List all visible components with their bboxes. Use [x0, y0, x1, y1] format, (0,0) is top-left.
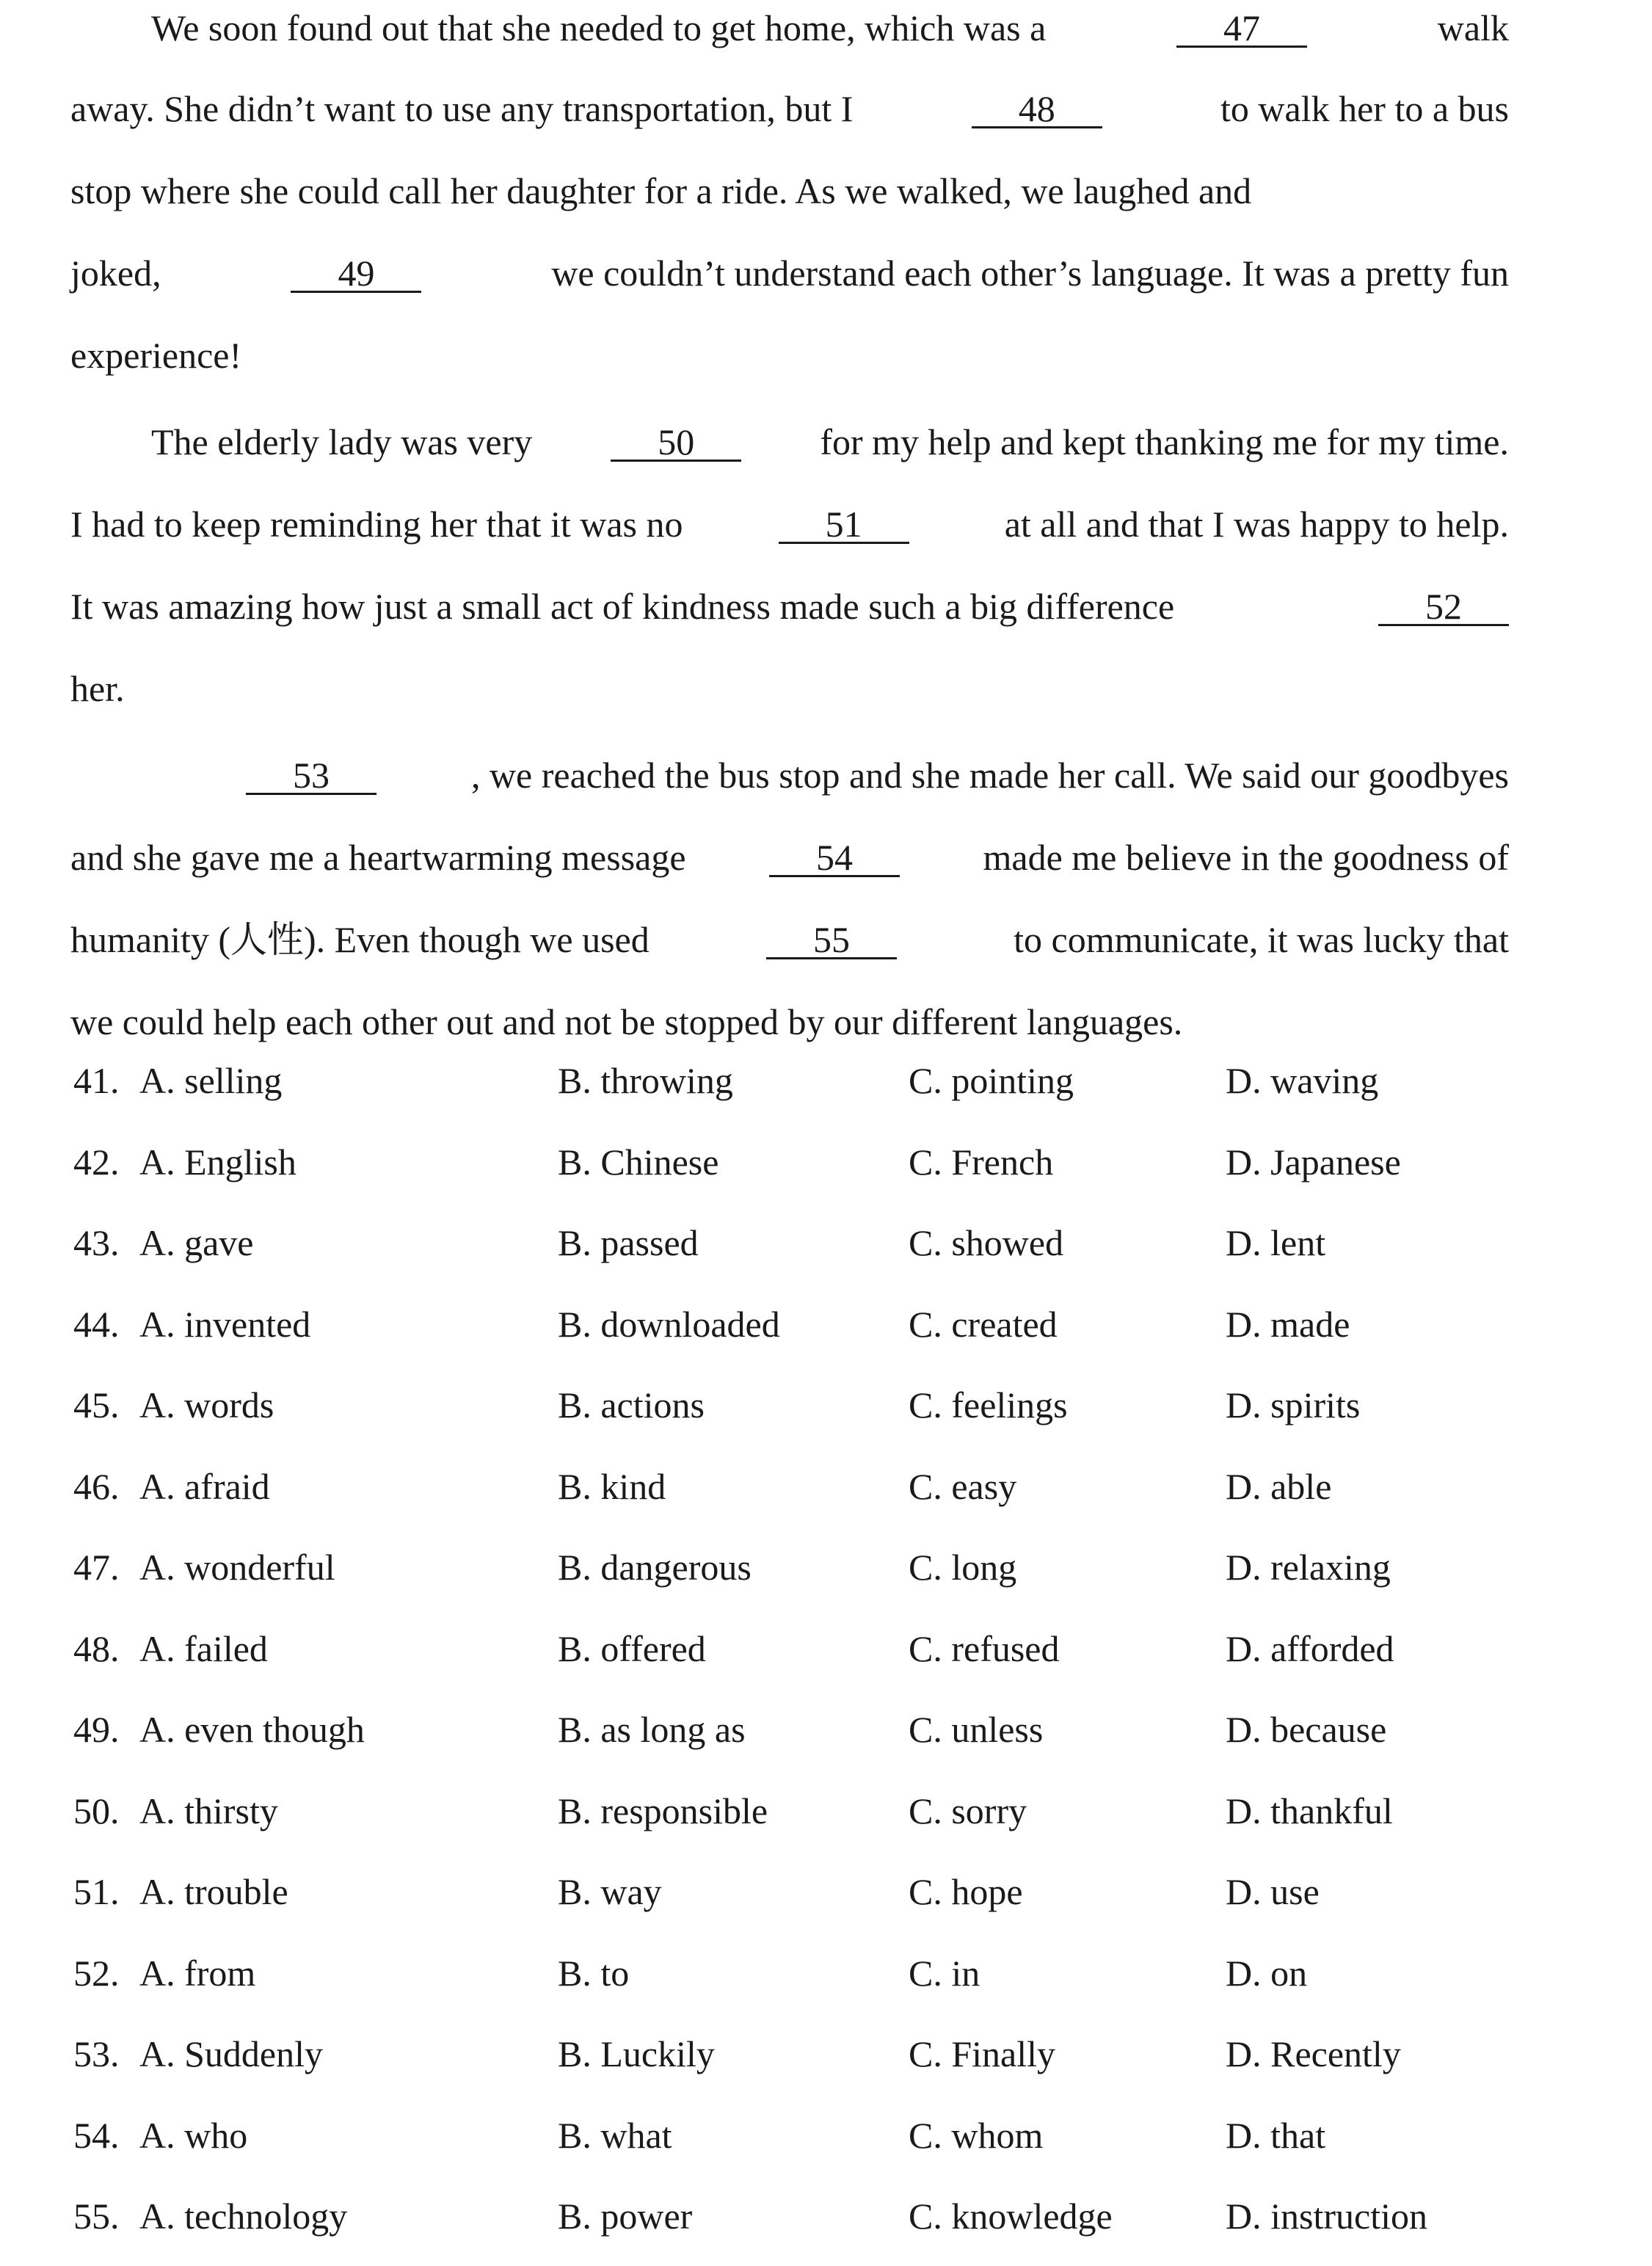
- passage-line: [70, 916, 1509, 963]
- passage-line: [70, 583, 1509, 630]
- passage-line: [70, 167, 1509, 214]
- passage-text: we couldn’t understand each other’s language. It was a pretty fun: [551, 253, 1509, 294]
- option-d[interactable]: D. spirits: [1226, 1384, 1361, 1426]
- question-number: 44.: [73, 1304, 120, 1345]
- question-number: 55.: [73, 2196, 120, 2237]
- passage-line: [151, 418, 1509, 465]
- passage-text: made me believe in the goodness of: [983, 837, 1509, 878]
- option-c[interactable]: C. created: [909, 1304, 1058, 1345]
- option-c[interactable]: C. hope: [909, 1871, 1023, 1912]
- option-a[interactable]: A. Suddenly: [139, 2033, 323, 2074]
- question-number: 51.: [73, 1871, 120, 1912]
- question-options-row: [73, 1057, 1578, 1130]
- passage-text: The elderly lady was very: [151, 421, 533, 462]
- answer-blank: 49: [291, 255, 421, 293]
- question-number: 48.: [73, 1628, 120, 1669]
- option-a[interactable]: A. invented: [139, 1304, 311, 1345]
- option-a[interactable]: A. afraid: [139, 1466, 270, 1507]
- option-d[interactable]: D. thankful: [1226, 1790, 1393, 1831]
- passage-text: stop where she could call her daughter for a ride. As we walked, we laughed and: [70, 170, 1252, 211]
- question-number: 50.: [73, 1790, 120, 1831]
- passage-text: at all and that I was happy to help.: [1004, 504, 1509, 545]
- option-b[interactable]: B. downloaded: [558, 1304, 780, 1345]
- option-c[interactable]: C. knowledge: [909, 2196, 1113, 2237]
- option-c[interactable]: C. sorry: [909, 1790, 1027, 1831]
- question-options-row: [73, 2112, 1578, 2185]
- question-number: 45.: [73, 1384, 120, 1426]
- option-d[interactable]: D. that: [1226, 2115, 1326, 2156]
- option-b[interactable]: B. what: [558, 2115, 672, 2156]
- passage-text: It was amazing how just a small act of kindness made such a big difference: [70, 586, 1175, 627]
- option-d[interactable]: D. afforded: [1226, 1628, 1394, 1669]
- option-b[interactable]: B. throwing: [558, 1060, 733, 1101]
- passage-text: walk: [1437, 7, 1509, 48]
- option-b[interactable]: B. as long as: [558, 1709, 746, 1750]
- passage-text: to communicate, it was lucky that: [1014, 919, 1509, 960]
- option-a[interactable]: A. technology: [139, 2196, 348, 2237]
- answer-blank: 55: [766, 922, 897, 959]
- option-d[interactable]: D. on: [1226, 1953, 1308, 1994]
- passage-line: [70, 332, 1509, 379]
- question-options-row: [73, 1381, 1578, 1455]
- question-number: 52.: [73, 1953, 120, 1994]
- option-d[interactable]: D. made: [1226, 1304, 1350, 1345]
- answer-blank: 50: [611, 424, 741, 462]
- question-number: 41.: [73, 1060, 120, 1101]
- passage-text: away. She didn’t want to use any transportation, but I: [70, 88, 854, 129]
- passage-line: [70, 998, 1509, 1045]
- option-a[interactable]: A. failed: [139, 1628, 268, 1669]
- passage-line: [70, 501, 1509, 548]
- option-b[interactable]: B. to: [558, 1953, 630, 1994]
- option-a[interactable]: A. even though: [139, 1709, 365, 1750]
- option-a[interactable]: A. wonderful: [139, 1547, 335, 1588]
- option-b[interactable]: B. power: [558, 2196, 693, 2237]
- question-options-row: [73, 1219, 1578, 1293]
- question-options-row: [73, 2030, 1578, 2104]
- option-c[interactable]: C. easy: [909, 1466, 1017, 1507]
- option-b[interactable]: B. dangerous: [558, 1547, 752, 1588]
- question-options-row: [73, 1463, 1578, 1536]
- option-a[interactable]: A. English: [139, 1141, 296, 1183]
- option-a[interactable]: A. thirsty: [139, 1790, 278, 1831]
- option-d[interactable]: D. lent: [1226, 1222, 1326, 1263]
- question-options-row: [73, 1706, 1578, 1779]
- option-b[interactable]: B. Luckily: [558, 2033, 715, 2074]
- question-number: 49.: [73, 1709, 120, 1750]
- passage-line: [70, 250, 1509, 297]
- option-d[interactable]: D. Japanese: [1226, 1141, 1401, 1183]
- option-a[interactable]: A. words: [139, 1384, 274, 1426]
- option-a[interactable]: A. trouble: [139, 1871, 288, 1912]
- question-number: 53.: [73, 2033, 120, 2074]
- question-number: 47.: [73, 1547, 120, 1588]
- option-d[interactable]: D. instruction: [1226, 2196, 1427, 2237]
- option-a[interactable]: A. who: [139, 2115, 248, 2156]
- question-options-row: [73, 1787, 1578, 1861]
- answer-blank: 48: [972, 91, 1102, 128]
- option-d[interactable]: D. Recently: [1226, 2033, 1401, 2074]
- answer-blank: 54: [769, 840, 900, 877]
- question-options-row: [73, 1139, 1578, 1212]
- passage-text: to walk her to a bus: [1220, 88, 1509, 129]
- option-d[interactable]: D. use: [1226, 1871, 1320, 1912]
- option-c[interactable]: C. pointing: [909, 1060, 1074, 1101]
- question-options-row: [73, 1625, 1578, 1699]
- option-b[interactable]: B. actions: [558, 1384, 705, 1426]
- option-d[interactable]: D. waving: [1226, 1060, 1379, 1101]
- passage-text: for my help and kept thanking me for my time.: [820, 421, 1509, 462]
- question-number: 42.: [73, 1141, 120, 1183]
- option-b[interactable]: B. responsible: [558, 1790, 768, 1831]
- option-c[interactable]: C. refused: [909, 1628, 1060, 1669]
- passage-text: , we reached the bus stop and she made her call. We said our goodbyes: [470, 755, 1509, 796]
- option-c[interactable]: C. in: [909, 1953, 980, 1994]
- question-options-row: [73, 1301, 1578, 1374]
- option-c[interactable]: C. feelings: [909, 1384, 1068, 1426]
- option-b[interactable]: B. Chinese: [558, 1141, 719, 1183]
- passage-text: her.: [70, 668, 125, 709]
- option-a[interactable]: A. selling: [139, 1060, 283, 1101]
- question-number: 43.: [73, 1222, 120, 1263]
- option-c[interactable]: C. Finally: [909, 2033, 1056, 2074]
- option-d[interactable]: D. able: [1226, 1466, 1332, 1507]
- question-options-row: [73, 2193, 1578, 2266]
- question-number: 46.: [73, 1466, 120, 1507]
- option-b[interactable]: B. passed: [558, 1222, 699, 1263]
- passage-text: experience!: [70, 335, 242, 376]
- passage-text: I had to keep reminding her that it was no: [70, 504, 683, 545]
- answer-blank: 52: [1378, 589, 1509, 626]
- question-number: 54.: [73, 2115, 120, 2156]
- option-c[interactable]: C. unless: [909, 1709, 1044, 1750]
- passage-line: [151, 4, 1509, 51]
- option-d[interactable]: D. because: [1226, 1709, 1387, 1750]
- passage-line: [151, 752, 1509, 799]
- option-c[interactable]: C. long: [909, 1547, 1017, 1588]
- option-d[interactable]: D. relaxing: [1226, 1547, 1391, 1588]
- question-options-row: [73, 1868, 1578, 1942]
- answer-blank: 47: [1176, 10, 1307, 48]
- answer-blank: 51: [779, 506, 909, 544]
- option-b[interactable]: B. way: [558, 1871, 662, 1912]
- passage-line: [70, 834, 1509, 881]
- question-options-row: [73, 1950, 1578, 2023]
- option-b[interactable]: B. offered: [558, 1628, 706, 1669]
- question-options-row: [73, 1544, 1578, 1617]
- answer-blank: 53: [246, 758, 376, 795]
- option-c[interactable]: C. whom: [909, 2115, 1044, 2156]
- passage-text: we could help each other out and not be stopped by our different languages.: [70, 1001, 1183, 1042]
- passage-text: and she gave me a heartwarming message: [70, 837, 686, 878]
- passage-text: We soon found out that she needed to get home, which was a: [151, 7, 1047, 48]
- option-c[interactable]: C. showed: [909, 1222, 1064, 1263]
- option-b[interactable]: B. kind: [558, 1466, 666, 1507]
- option-a[interactable]: A. from: [139, 1953, 256, 1994]
- passage-text: joked,: [70, 253, 161, 294]
- passage-line: [70, 85, 1509, 132]
- option-a[interactable]: A. gave: [139, 1222, 254, 1263]
- passage-line: [70, 665, 1509, 712]
- passage-text: humanity (人性). Even though we used: [70, 919, 649, 960]
- option-c[interactable]: C. French: [909, 1141, 1054, 1183]
